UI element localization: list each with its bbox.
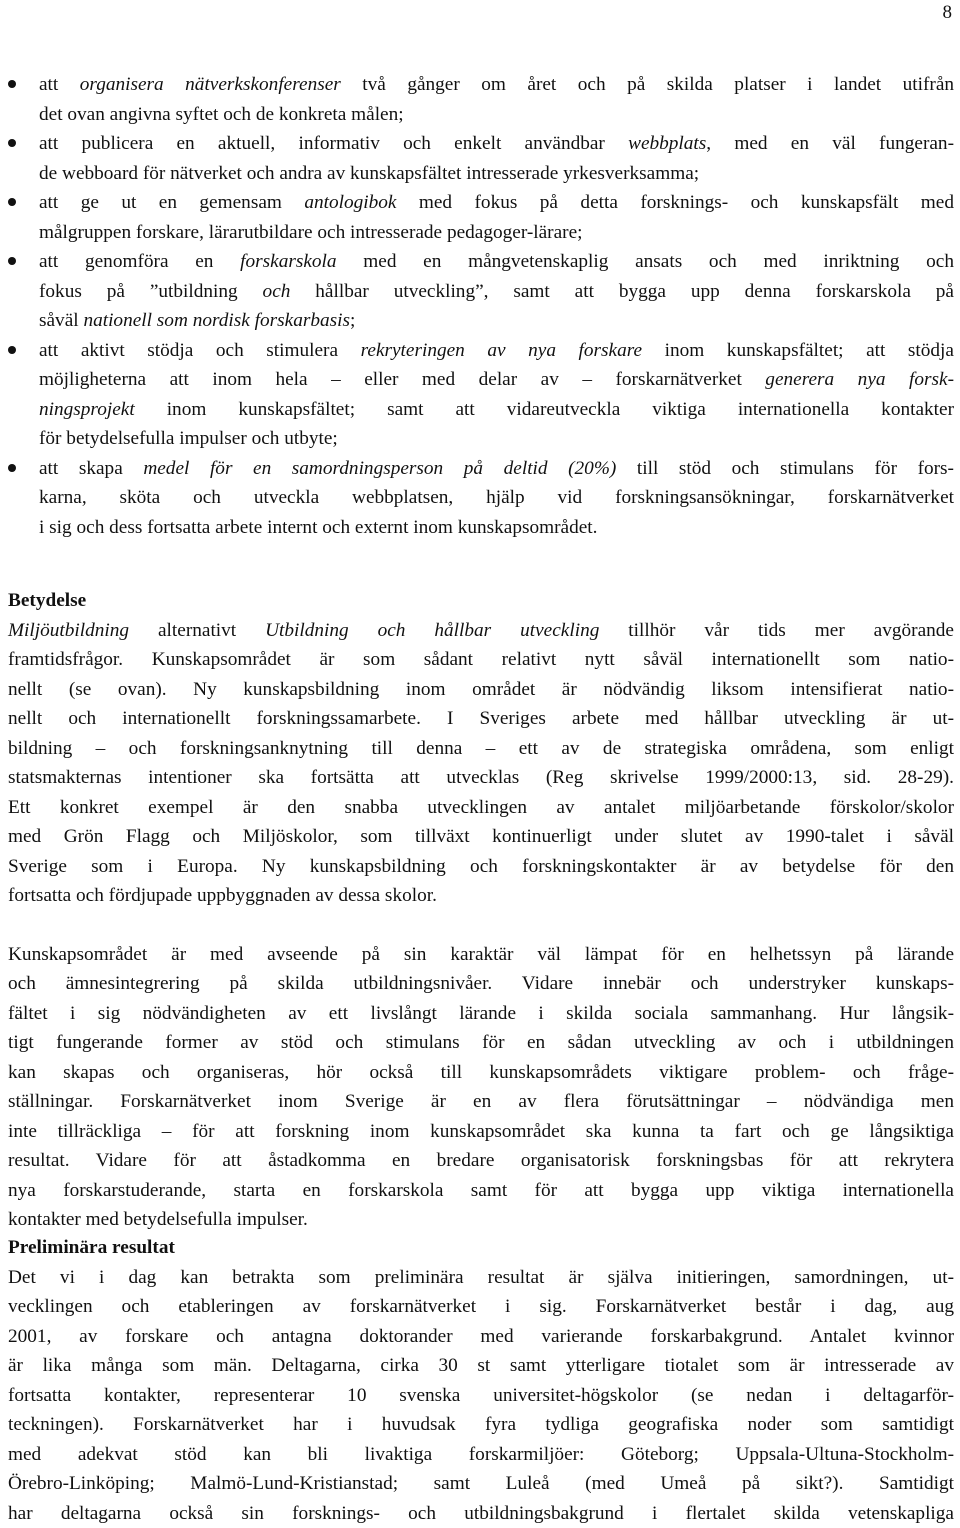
text-line: vecklingen och etableringen av forskarnätverket i sig. Forskarnätverket består i dag, aug — [8, 1292, 954, 1322]
bullet-item — [8, 70, 954, 129]
paragraph — [8, 1263, 954, 1528]
text-line: att publicera en aktuell, informativ och enkelt användbar webbplats, med en väl fungeran- — [39, 129, 954, 159]
text-line: Sverige som i Europa. Ny kunskapsbildning och forskningskontakter är av betydelse för den — [8, 852, 954, 882]
text-line: fältet i sig nödvändigheten av ett livslångt lärande i skilda sociala sammanhang. Hur långsik- — [8, 999, 954, 1029]
bullet-item — [8, 129, 954, 188]
italic-term: medel för en samordningsperson på deltid (20%) — [143, 458, 616, 479]
text-line: att organisera nätverkskonferenser två gånger om året och på skilda platser i landet utifrån — [39, 70, 954, 100]
text-line: Miljöutbildning alternativt Utbildning och hållbar utveckling tillhör vår tids mer avgörande — [8, 616, 954, 646]
bullet-dot-icon — [8, 346, 16, 354]
section-betydelse — [8, 586, 954, 1235]
text-line: med adekvat stöd kan bli livaktiga forskarmiljöer: Göteborg; Uppsala-Ultuna-Stockholm- — [8, 1440, 954, 1470]
section-heading: Betydelse — [8, 586, 954, 616]
bullet-item — [8, 247, 954, 336]
paragraph — [8, 940, 954, 1235]
text-line: inte tillräckliga – för att forskning inom kunskapsområdet ska kunna ta fart och ge långsiktiga — [8, 1117, 954, 1147]
bullet-dot-icon — [8, 257, 16, 265]
text-line: teckningen). Forskarnätverket har i huvudsak fyra tydliga geografiska noder som samtidigt — [8, 1410, 954, 1440]
text-line: Ett konkret exempel är den snabba utvecklingen av antalet miljöarbetande förskolor/skolor — [8, 793, 954, 823]
text-line: kan skapas och organiseras, hör också till kunskapsområdets viktigare problem- och fråge- — [8, 1058, 954, 1088]
italic-term: och — [263, 281, 291, 302]
text-line: det ovan angivna syftet och de konkreta målen; — [39, 100, 954, 130]
text-line: framtidsfrågor. Kunskapsområdet är som sådant relativt nytt såväl internationellt som natio- — [8, 645, 954, 675]
bullet-dot-icon — [8, 464, 16, 472]
page-number: 8 — [943, 2, 953, 24]
text-line: fortsatta kontakter, representerar 10 svenska universitet-högskolor (se nedan i deltagarför- — [8, 1381, 954, 1411]
text-line: att genomföra en forskarskola med en mångvetenskaplig ansats och med inriktning och — [39, 247, 954, 277]
text-line: och ämnesintegrering på skilda utbildningsnivåer. Vidare innebär och understryker kunskaps- — [8, 969, 954, 999]
text-line: fokus på ”utbildning och hållbar utveckling”, samt att bygga upp denna forskarskola på — [39, 277, 954, 307]
italic-term: nationell som nordisk forskarbasis — [83, 310, 350, 331]
text-line: såväl nationell som nordisk forskarbasis; — [39, 306, 954, 336]
text-line: nya forskarstuderande, starta en forskarskola samt för att bygga upp viktiga internationella — [8, 1176, 954, 1206]
section-preliminara-resultat — [8, 1233, 954, 1528]
text-line: har deltagarna också sin forsknings- och utbildningsbakgrund i flertalet skilda vetenskapliga — [8, 1499, 954, 1528]
bullet-item — [8, 188, 954, 247]
italic-term: organisera nätverkskonferenser — [80, 74, 341, 95]
bullet-item — [8, 454, 954, 543]
text-line: i sig och dess fortsatta arbete internt och externt inom kunskapsområdet. — [39, 513, 954, 543]
text-line: med Grön Flagg och Miljöskolor, som tillväxt kontinuerligt under slutet av 1990-talet i såväl — [8, 822, 954, 852]
italic-term: antologibok — [304, 192, 396, 213]
bullet-dot-icon — [8, 198, 16, 206]
text-line: att aktivt stödja och stimulera rekryteringen av nya forskare inom kunskapsfältet; att stödja — [39, 336, 954, 366]
text-line: kontakter med betydelsefulla impulser. — [8, 1205, 954, 1235]
italic-term: ningsprojekt — [39, 399, 135, 420]
text-line: att ge ut en gemensam antologibok med fokus på detta forsknings- och kunskapsfält med — [39, 188, 954, 218]
text-line: Det vi i dag kan betrakta som preliminära resultat är själva initieringen, samordningen, ut- — [8, 1263, 954, 1293]
text-line: statsmakternas intentioner ska fortsätta att utvecklas (Reg skrivelse 1999/2000:13, sid. 28-29). — [8, 763, 954, 793]
text-line: Örebro-Linköping; Malmö-Lund-Kristianstad; samt Luleå (med Umeå på sikt?). Samtidigt — [8, 1469, 954, 1499]
text-line: Kunskapsområdet är med avseende på sin karaktär väl lämpat för en helhetssyn på lärande — [8, 940, 954, 970]
text-line: fortsatta och fördjupade uppbyggnaden av dessa skolor. — [8, 881, 954, 911]
italic-term: generera nya forsk- — [765, 369, 954, 390]
text-line: resultat. Vidare för att åstadkomma en bredare organisatorisk forskningsbas för att rekrytera — [8, 1146, 954, 1176]
bullet-item — [8, 336, 954, 454]
bullet-dot-icon — [8, 139, 16, 147]
text-line: är lika många som män. Deltagarna, cirka 30 st samt ytterligare tiotalet som är intresserade av — [8, 1351, 954, 1381]
text-line: målgruppen forskare, lärarutbildare och intresserade pedagoger-lärare; — [39, 218, 954, 248]
text-line: nellt (se ovan). Ny kunskapsbildning inom området är nödvändig liksom intensifierat natio- — [8, 675, 954, 705]
italic-term: rekryteringen av nya forskare — [361, 340, 642, 361]
text-line: bildning – och forskningsanknytning till denna – ett av de strategiska områdena, som enligt — [8, 734, 954, 764]
text-line: nellt och internationellt forskningssamarbete. I Sveriges arbete med hållbar utveckling är ut- — [8, 704, 954, 734]
text-line: de webboard för nätverket och andra av kunskapsfältet intresserade yrkesverksamma; — [39, 159, 954, 189]
text-line: möjligheterna att inom hela – eller med delar av – forskarnätverket generera nya forsk- — [39, 365, 954, 395]
text-line: att skapa medel för en samordningsperson på deltid (20%) till stöd och stimulans för fors- — [39, 454, 954, 484]
text-line: karna, sköta och utveckla webbplatsen, hjälp vid forskningsansökningar, forskarnätverket — [39, 483, 954, 513]
italic-term: Utbildning och hållbar utveckling — [265, 620, 599, 641]
goals-bullet-list — [8, 70, 954, 542]
italic-term: Miljöutbildning — [8, 620, 129, 641]
text-line: för betydelsefulla impulser och utbyte; — [39, 424, 954, 454]
bullet-dot-icon — [8, 80, 16, 88]
italic-term: forskarskola — [240, 251, 336, 272]
text-line: ningsprojekt inom kunskapsfältet; samt att vidareutveckla viktiga internationella kontakter — [39, 395, 954, 425]
section-heading: Preliminära resultat — [8, 1233, 954, 1263]
text-line: 2001, av forskare och antagna doktorander med varierande forskarbakgrund. Antalet kvinnor — [8, 1322, 954, 1352]
italic-term: webbplats — [628, 133, 706, 154]
paragraph — [8, 616, 954, 911]
text-line: tigt fungerande former av stöd och stimulans för en sådan utveckling av och i utbildningen — [8, 1028, 954, 1058]
text-line: ställningar. Forskarnätverket inom Sverige är en av flera förutsättningar – nödvändiga men — [8, 1087, 954, 1117]
